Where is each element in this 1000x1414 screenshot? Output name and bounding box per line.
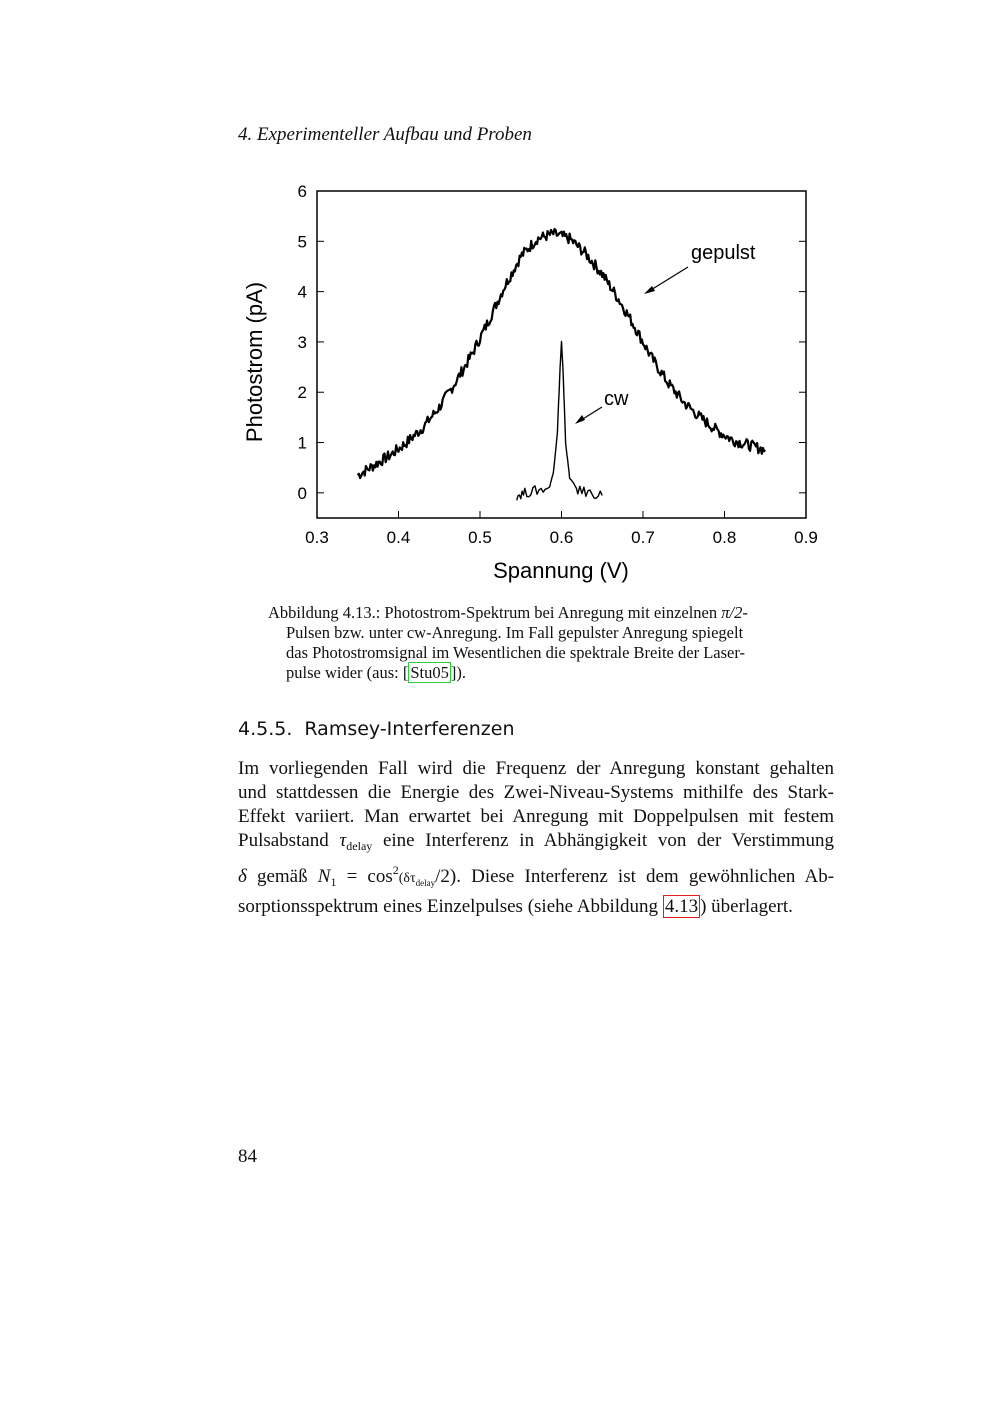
arrowhead-gepulst	[644, 286, 655, 294]
section-title: Ramsey-Interferenzen	[304, 718, 515, 740]
annotation-gepulst: gepulst	[691, 242, 756, 264]
arrowhead-cw	[575, 415, 585, 424]
y-axis-label: Photostrom (pA)	[242, 281, 267, 443]
x-tick-label: 0.7	[631, 528, 655, 547]
caption-line3: das Photostromsignal im Wesentlichen die spektrale Breite der Laser-	[286, 643, 745, 662]
figure-reference-link[interactable]: 4.13	[664, 896, 699, 917]
x-tick-label: 0.5	[468, 528, 492, 547]
x-axis-label: Spannung (V)	[493, 558, 629, 583]
body-line: sorptionsspektrum eines Einzelpulses (siehe Abbildung 4.13 ) überlagert.	[238, 896, 793, 917]
body-line: δ gemäß $N_1 = \cos^2(\delta\tau_{delay}/2)$. Diese Interferenz ist dem gewöhnlichen Ab-	[238, 863, 835, 889]
y-tick-label: 3	[297, 332, 307, 352]
caption-line4-post: ]).	[450, 663, 466, 682]
y-tick-label: 5	[297, 232, 307, 252]
x-tick-label: 0.4	[386, 528, 411, 547]
figure-caption	[268, 603, 808, 683]
page-number: 84	[238, 1146, 257, 1167]
x-tick-label: 0.9	[794, 528, 818, 547]
series-line-cw	[517, 342, 603, 501]
caption-line2: Pulsen bzw. unter cw-Anregung. Im Fall gepulster Anregung spiegelt	[286, 623, 744, 642]
x-tick-label: 0.8	[712, 528, 737, 547]
caption-pi: π/2-	[721, 603, 748, 622]
caption-line1: Photostrom-Spektrum bei Anregung mit einzelnen	[384, 603, 718, 622]
y-tick-label: 6	[297, 182, 307, 201]
y-tick-label: 2	[297, 383, 307, 403]
chart	[238, 172, 838, 592]
caption-line4-pre: pulse wider (aus: [	[286, 663, 409, 682]
x-tick-label: 0.3	[305, 528, 329, 547]
caption-label: Abbildung 4.13.:	[268, 603, 381, 622]
x-tick-label: 0.6	[549, 528, 574, 547]
section-heading	[238, 718, 515, 740]
body-paragraph	[238, 757, 834, 919]
y-tick-label: 1	[297, 433, 307, 453]
y-tick-label: 0	[297, 483, 307, 503]
y-tick-label: 4	[297, 282, 307, 302]
annotation-cw: cw	[604, 388, 629, 410]
running-head: 4. Experimenteller Aufbau und Proben	[238, 124, 532, 145]
figure-photostrom-spectrum	[238, 172, 838, 592]
body-line: Effekt variiert. Man erwartet bei Anregung mit Doppelpulsen mit festem	[238, 806, 834, 827]
section-number: 4.5.5.	[238, 718, 293, 740]
citation-link[interactable]: Stu05	[410, 663, 449, 682]
body-line: Pulsabstand $\tau_{delay}$ eine Interferenz in Abhängigkeit von der Verstimmung	[238, 830, 835, 853]
body-line: und stattdessen die Energie des Zwei-Niveau-Systems mithilfe des Stark-	[238, 782, 834, 803]
body-line: Im vorliegenden Fall wird die Frequenz der Anregung konstant gehalten	[238, 758, 834, 779]
